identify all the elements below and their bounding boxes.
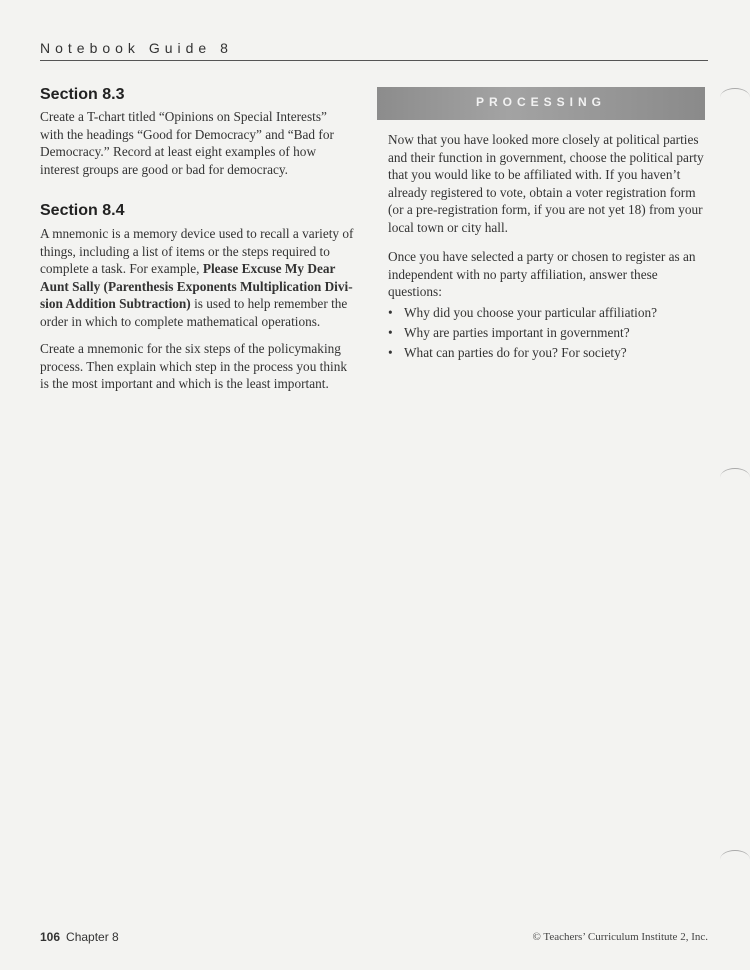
mnemonic-intro: A mnemonic is a memory device used to recall a variety of things, including a list of items or the steps required to complete a task. For example, bbox=[40, 226, 354, 277]
question-text: Why did you choose your particular affiliation? bbox=[404, 305, 658, 320]
section-8-4-paragraph-1 bbox=[40, 225, 356, 331]
list-item bbox=[388, 323, 708, 343]
bullet-icon: • bbox=[388, 345, 393, 360]
bullet-icon: • bbox=[388, 305, 393, 320]
copyright: © Teachers’ Curriculum Institute 2, Inc. bbox=[532, 931, 708, 943]
mnemonic-explanation: is used to help remember the order in which to complete mathematical operations. bbox=[40, 296, 348, 329]
section-8-3-heading: Section 8.3 bbox=[40, 86, 125, 103]
page-footer bbox=[40, 930, 119, 944]
mnemonic-example: Please Excuse My Dear Aunt Sally (Parenthesis Exponents Multiplication Division Addition Subtraction) bbox=[40, 261, 353, 312]
list-item bbox=[388, 343, 708, 363]
question-list bbox=[388, 303, 708, 363]
question-text: Why are parties important in government? bbox=[404, 325, 630, 340]
bullet-icon: • bbox=[388, 325, 393, 340]
chapter-label: Chapter 8 bbox=[66, 930, 119, 944]
page-curl-mark bbox=[720, 468, 750, 487]
section-8-3-text: Create a T-chart titled “Opinions on Special Interests” with the headings “Good for Democracy” and “Bad for Democracy.” Record at least eight examples of how interest groups are good or bad for democracy. bbox=[40, 109, 334, 177]
section-8-4-heading: Section 8.4 bbox=[40, 202, 125, 219]
processing-paragraph-2: Once you have selected a party or chosen to register as an independent with no party affiliation, answer these questions: bbox=[388, 249, 696, 300]
notebook-guide-header: Notebook Guide 8 bbox=[40, 40, 233, 56]
page-curl-mark bbox=[720, 88, 750, 107]
page-curl-mark bbox=[720, 850, 750, 869]
list-item bbox=[388, 303, 708, 323]
page-number: 106 bbox=[40, 930, 61, 944]
header-rule bbox=[40, 60, 708, 61]
section-8-4-paragraph-2: Create a mnemonic for the six steps of the policymaking process. Then explain which step in the process you think is the most important and which is the least important. bbox=[40, 341, 347, 392]
processing-paragraph-1: Now that you have looked more closely at political parties and their function in government, choose the political party that you would like to be affiliated with. If you haven’t already registered to vote, obtain a voter registration form (or a pre-registration form, if you are not yet 18) from your local town or city hall. bbox=[388, 132, 704, 235]
processing-title: PROCESSING bbox=[475, 95, 606, 109]
question-text: What can parties do for you? For society? bbox=[404, 345, 627, 360]
processing-banner bbox=[377, 87, 705, 120]
